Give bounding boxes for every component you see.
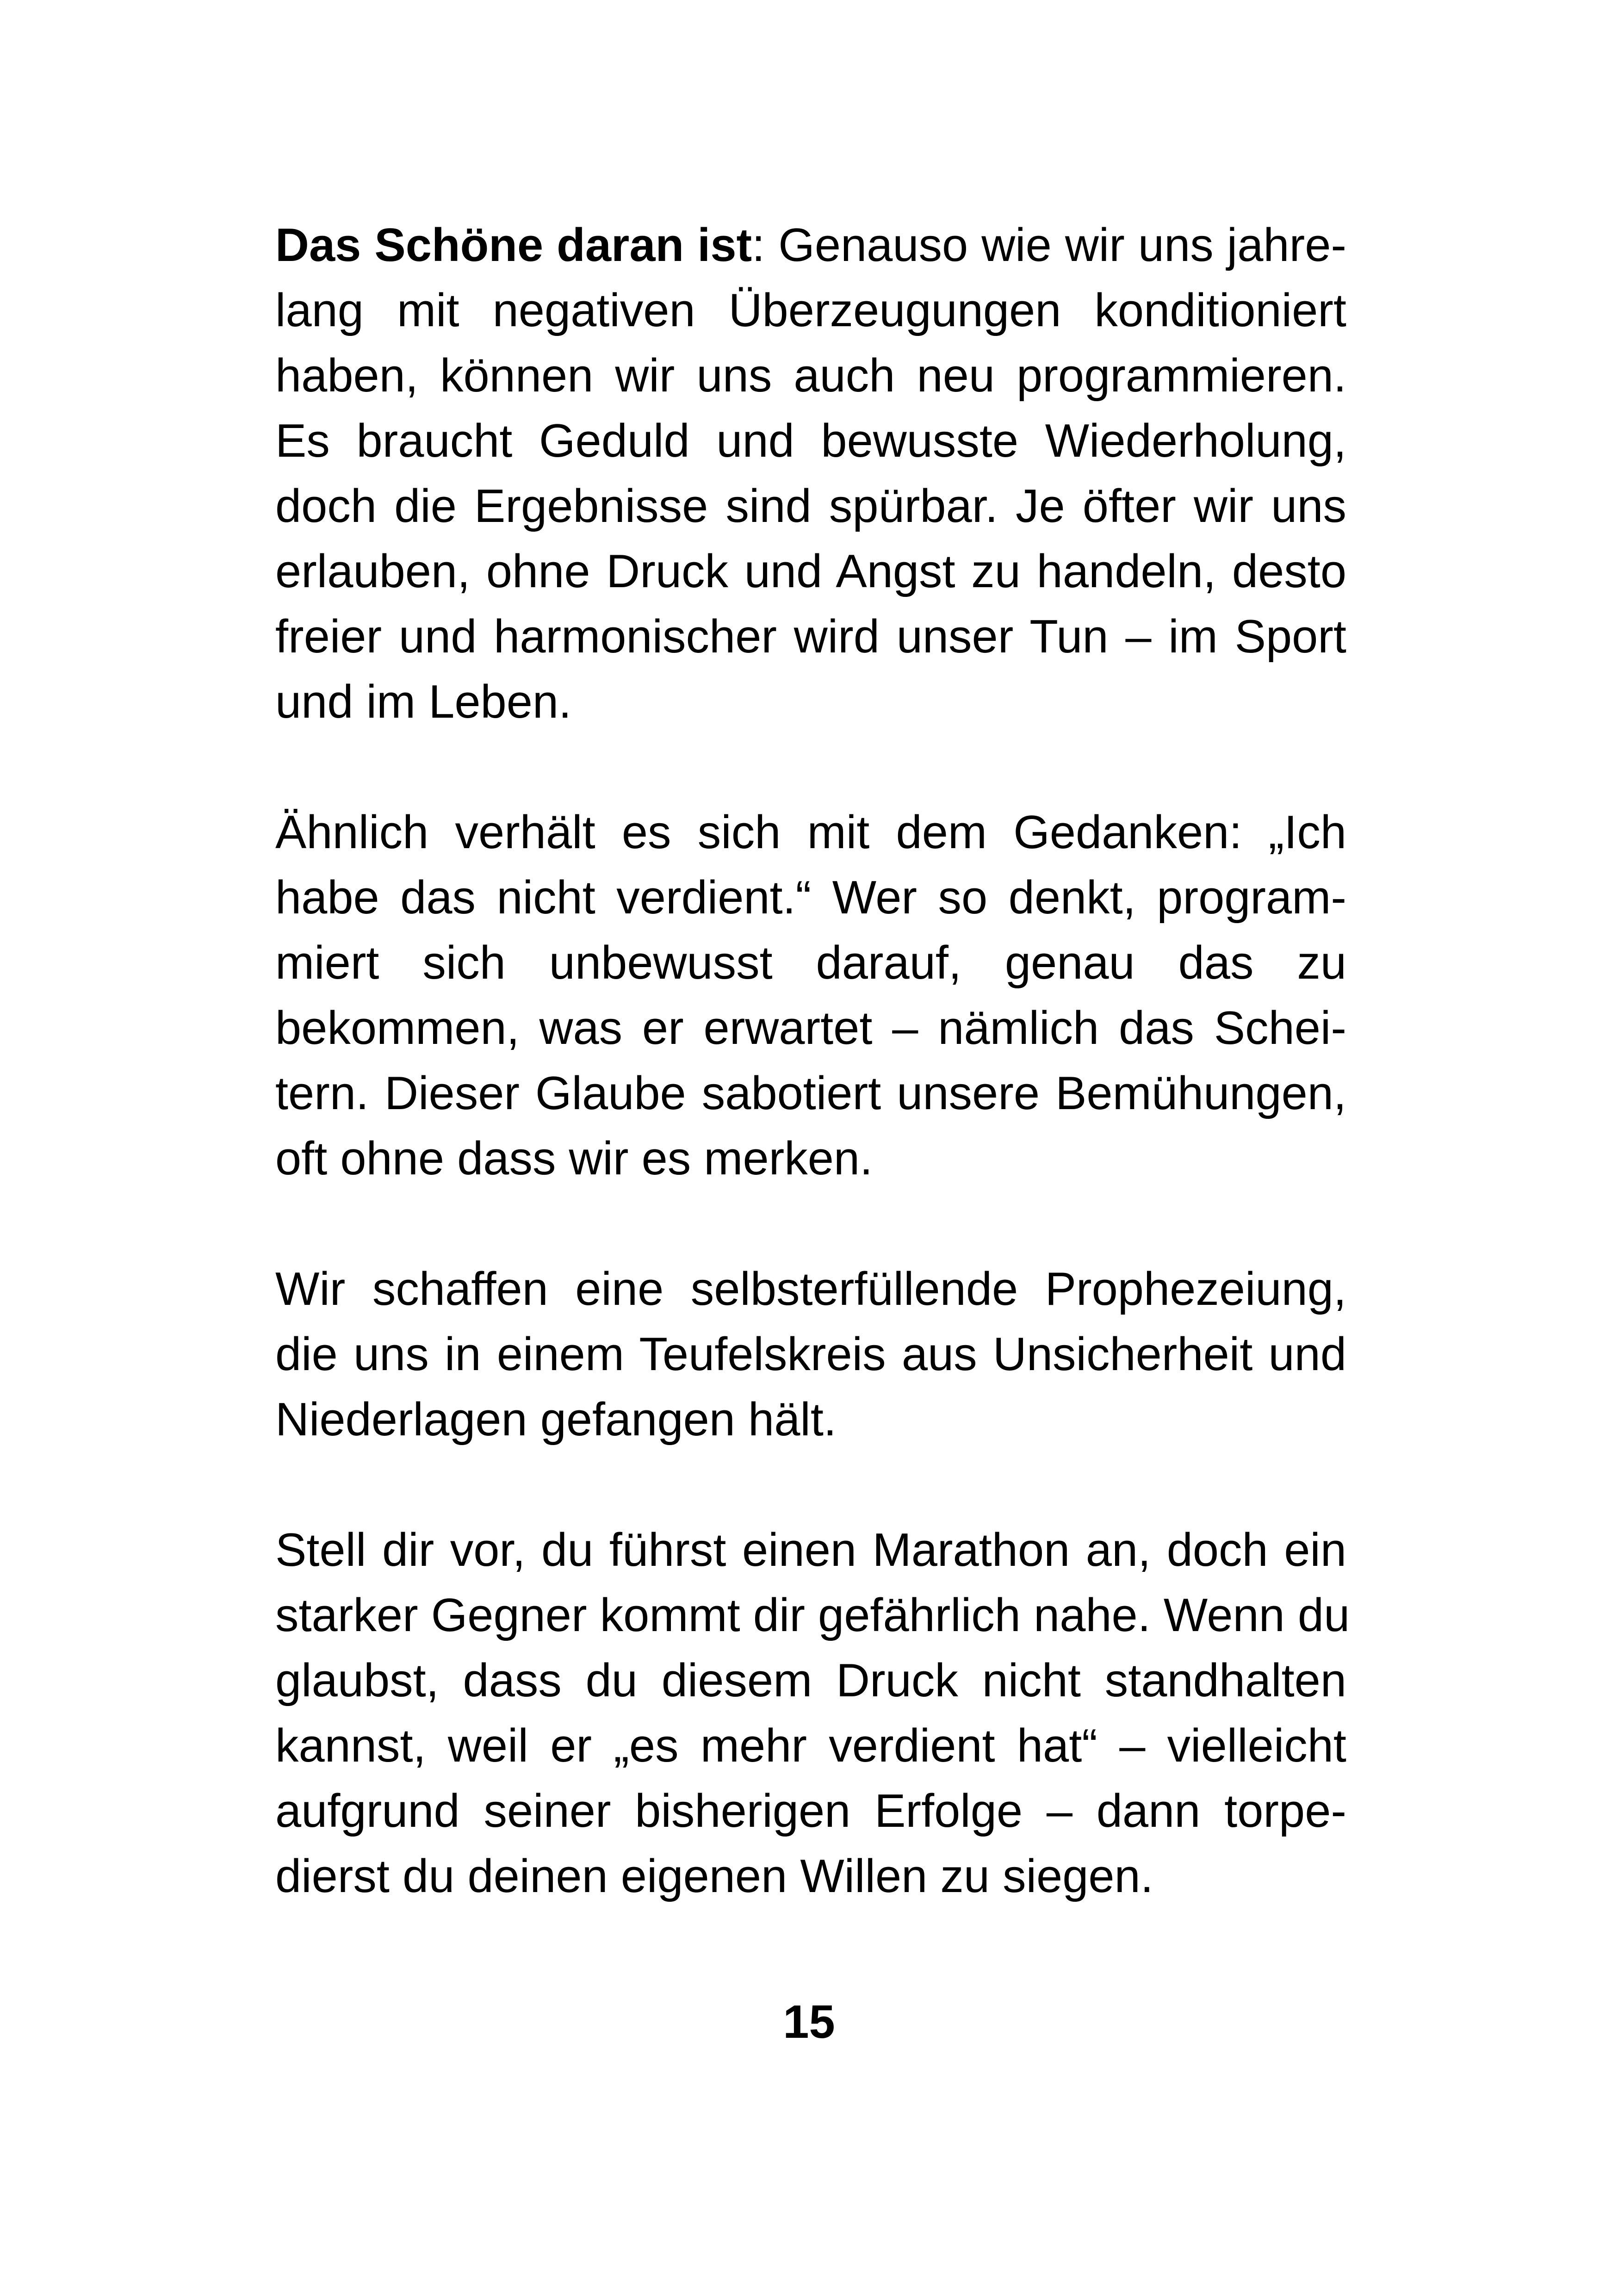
paragraph-2 (275, 800, 1346, 1191)
paragraph-line: bekommen, was er erwartet – nämlich das Schei- (275, 1002, 1346, 1054)
paragraph-line: die uns in einem Teufelskreis aus Unsicherheit und (275, 1328, 1346, 1380)
lead-separator: : (752, 219, 779, 271)
paragraph-line: lang mit negativen Überzeugungen konditioniert (275, 285, 1346, 336)
paragraph-gap (275, 1191, 1346, 1257)
paragraph-1 (275, 213, 1346, 735)
paragraph-3 (275, 1257, 1346, 1452)
paragraph-gap (275, 1452, 1346, 1518)
paragraph-line: erlauben, ohne Druck und Angst zu handeln, desto (275, 546, 1346, 597)
paragraph-line: haben, können wir uns auch neu programmieren. (275, 350, 1346, 402)
paragraph-line: Das Schöne daran ist: Genauso wie wir uns jahre- (275, 219, 1347, 271)
paragraph-line: Stell dir vor, du führst einen Marathon an, doch ein (275, 1524, 1346, 1576)
paragraph-line: und im Leben. (275, 676, 572, 728)
paragraph-line: habe das nicht verdient.“ Wer so denkt, program- (275, 872, 1346, 924)
paragraph-line: oft ohne dass wir es merken. (275, 1133, 873, 1185)
paragraph-line: Wir schaffen eine selbsterfüllende Prophezeiung, (275, 1263, 1346, 1315)
paragraph-line: Niederlagen gefangen hält. (275, 1394, 837, 1446)
paragraph-line: tern. Dieser Glaube sabotiert unsere Bemühungen, (275, 1067, 1346, 1119)
page-number: 15 (783, 1996, 835, 2048)
paragraph-line: kannst, weil er „es mehr verdient hat“ – vielleicht (275, 1720, 1346, 1772)
paragraph-line: dierst du deinen eigenen Willen zu siegen. (275, 1850, 1153, 1902)
emphasis-lead: Das Schöne daran ist (275, 219, 752, 271)
paragraph-line: miert sich unbewusst darauf, genau das zu (275, 937, 1346, 989)
paragraph-line: aufgrund seiner bisherigen Erfolge – dann torpe- (275, 1785, 1346, 1837)
paragraph-4 (275, 1518, 1350, 1909)
paragraph-line: glaubst, dass du diesem Druck nicht standhalten (275, 1655, 1346, 1706)
paragraph-line: doch die Ergebnisse sind spürbar. Je öfter wir uns (275, 480, 1346, 532)
paragraph-line: Es braucht Geduld und bewusste Wiederholung, (275, 415, 1346, 467)
paragraph-line: starker Gegner kommt dir gefährlich nahe. Wenn du (275, 1589, 1350, 1641)
paragraph-gap (275, 735, 1346, 800)
paragraph-line: Ähnlich verhält es sich mit dem Gedanken: „Ich (275, 807, 1346, 858)
paragraph-line: freier und harmonischer wird unser Tun – im Sport (275, 611, 1346, 663)
body-text (275, 213, 1350, 1909)
